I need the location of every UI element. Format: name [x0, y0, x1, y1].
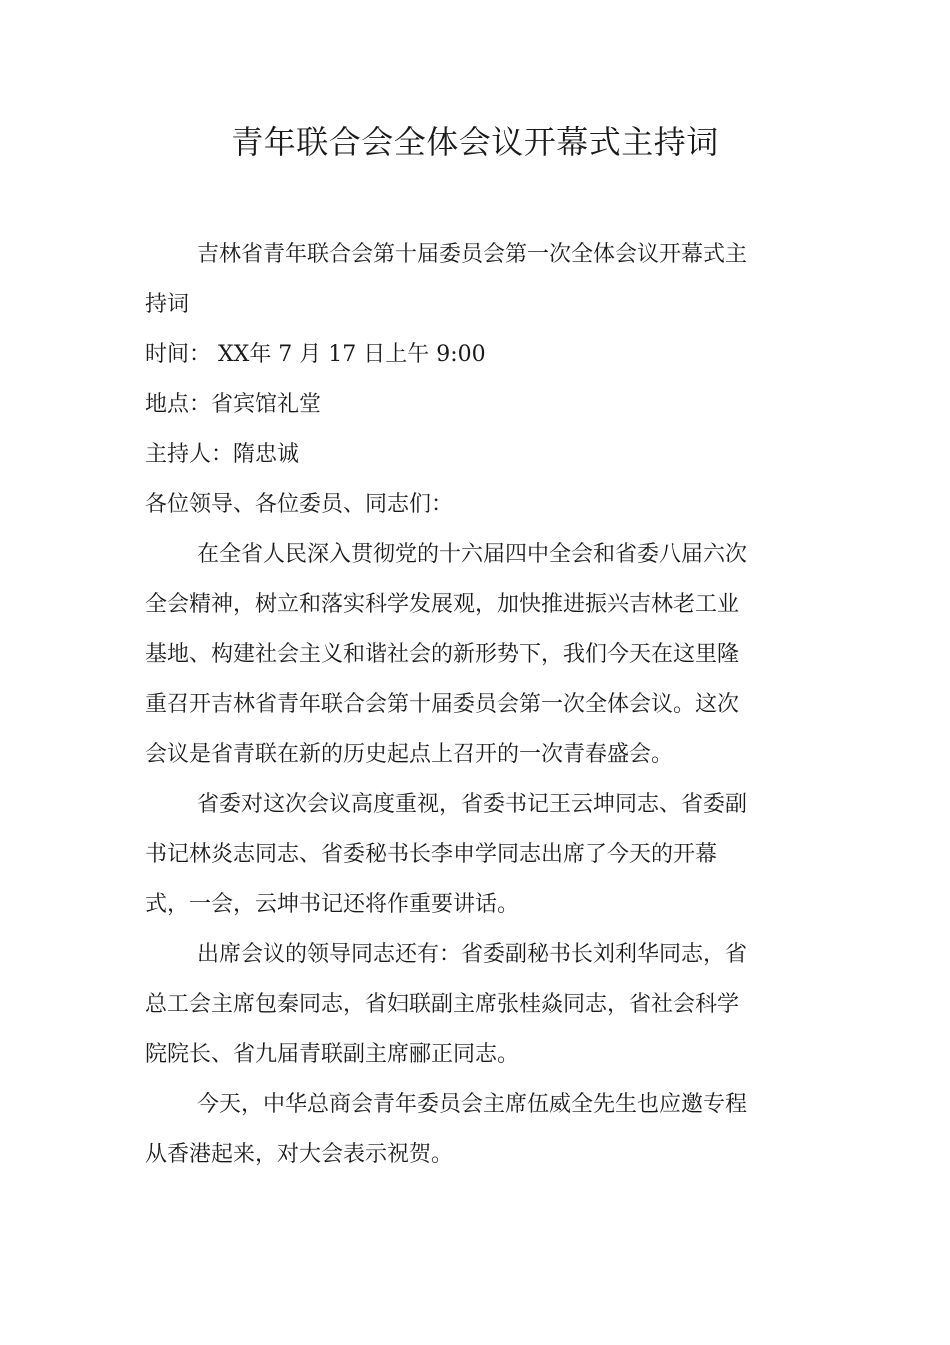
paragraph-time: 时间： XX年 7 月 17 日上午 9:00: [145, 342, 486, 367]
document-body: [145, 230, 755, 1180]
paragraph-congratulations: 今天，中华总商会青年委员会主席伍威全先生也应邀专程从香港起来，对大会表示祝贺。: [145, 1092, 748, 1167]
paragraph-salutation: 各位领导、各位委员、同志们：: [145, 492, 454, 517]
paragraph-opening: 在全省人民深入贯彻党的十六届四中全会和省委八届六次全会精神，树立和落实科学发展观，加快推进振兴吉林老工业基地、构建社会主义和谐社会的新形势下，我们今天在这里隆重召开吉林省青年联合会第十届委员会第一次全体会议。这次会议是省青联在新的历史起点上召开的一次青春盛会。: [145, 542, 748, 767]
paragraph-other-leaders: 出席会议的领导同志还有：省委副秘书长刘利华同志，省总工会主席包秦同志，省妇联副主席张桂焱同志，省社会科学院院长、省九届青联副主席郦正同志。: [145, 942, 748, 1067]
paragraph-committee-attendance: 省委对这次会议高度重视，省委书记王云坤同志、省委副书记林炎志同志、省委秘书长李申学同志出席了今天的开幕式，一会，云坤书记还将作重要讲话。: [145, 792, 748, 917]
paragraph-host: 主持人：隋忠诚: [145, 442, 300, 467]
document-title: 青年联合会全体会议开幕式主持词: [231, 123, 719, 161]
paragraph-meeting-name: 吉林省青年联合会第十届委员会第一次全体会议开幕式主持词: [145, 242, 748, 317]
paragraph-location: 地点：省宾馆礼堂: [145, 392, 322, 417]
